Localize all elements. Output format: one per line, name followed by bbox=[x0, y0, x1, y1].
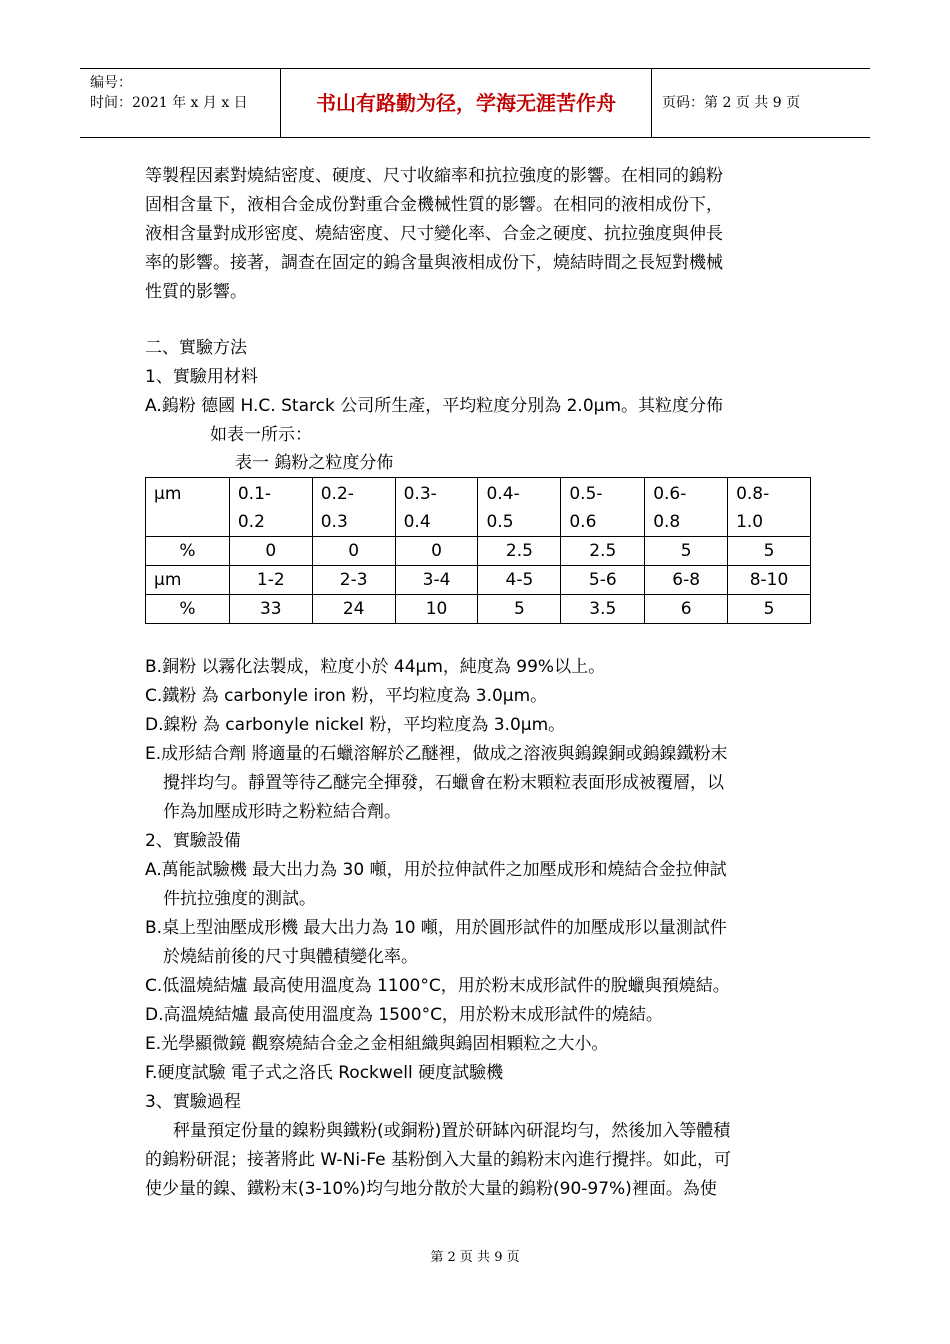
material-c: C.鐵粉 為 carbonyle iron 粉，平均粒度為 3.0μm。 bbox=[145, 686, 548, 706]
table-row bbox=[146, 566, 811, 595]
table-caption: 表一 鎢粉之粒度分佈 bbox=[235, 453, 394, 473]
subsection-title-materials: 1、實驗用材料 bbox=[145, 367, 258, 387]
table-cell: 6-8 bbox=[645, 566, 728, 595]
material-a-line-1: A.鎢粉 德國 H.C. Starck 公司所生產，平均粒度分別為 2.0μm。其粒度分佈 bbox=[145, 396, 724, 416]
particle-size-table bbox=[145, 477, 811, 624]
material-d: D.鎳粉 為 carbonyle nickel 粉，平均粒度為 3.0μm。 bbox=[145, 715, 566, 735]
table-cell: 0.1- 0.2 bbox=[229, 478, 312, 537]
equipment-a-line-1: A.萬能試驗機 最大出力為 30 噸，用於拉伸試件之加壓成形和燒結合金拉伸試 bbox=[145, 860, 727, 880]
table-cell: 10 bbox=[395, 595, 478, 624]
table-cell: 3.5 bbox=[561, 595, 645, 624]
equipment-e: E.光學顯微鏡 觀察燒結合金之金相組織與鎢固相顆粒之大小。 bbox=[145, 1034, 609, 1054]
table-cell: μm bbox=[146, 566, 230, 595]
intro-line-4: 率的影響。接著，調查在固定的鎢含量與液相成份下，燒結時間之長短對機械 bbox=[145, 253, 723, 273]
table-cell: 0.4- 0.5 bbox=[478, 478, 561, 537]
header-meta bbox=[80, 69, 281, 137]
table-cell: 2.5 bbox=[561, 537, 645, 566]
subsection-title-process: 3、實驗過程 bbox=[145, 1092, 241, 1112]
header-motto: 书山有路勤为径，学海无涯苦作舟 bbox=[281, 69, 652, 137]
process-line-1: 秤量預定份量的鎳粉與鐵粉(或銅粉)置於研缽內研混均勻，然後加入等體積 bbox=[173, 1121, 731, 1141]
table-cell: 24 bbox=[312, 595, 395, 624]
table-cell: 33 bbox=[229, 595, 312, 624]
table-cell: 0.3- 0.4 bbox=[395, 478, 478, 537]
header-time: 时间：2021 年 x 月 x 日 bbox=[90, 95, 248, 111]
table-cell: μm bbox=[146, 478, 230, 537]
intro-line-2: 固相含量下，液相合金成份對重合金機械性質的影響。在相同的液相成份下， bbox=[145, 195, 723, 215]
process-line-3: 使少量的鎳、鐵粉末(3-10%)均勻地分散於大量的鎢粉(90-97%)裡面。為使 bbox=[145, 1179, 717, 1199]
table-cell: 0.8- 1.0 bbox=[728, 478, 811, 537]
table-cell: 0.5- 0.6 bbox=[561, 478, 645, 537]
process-line-2: 的鎢粉研混；接著將此 W-Ni-Fe 基粉倒入大量的鎢粉末內進行攪拌。如此，可 bbox=[145, 1150, 731, 1170]
header-page-number: 页码：第 2 页 共 9 页 bbox=[662, 95, 801, 111]
table-cell: 0.2- 0.3 bbox=[312, 478, 395, 537]
table-cell: 6 bbox=[645, 595, 728, 624]
material-a-line-2: 如表一所示： bbox=[210, 425, 312, 445]
equipment-f: F.硬度試驗 電子式之洛氏 Rockwell 硬度試驗機 bbox=[145, 1063, 504, 1083]
table-cell: 2-3 bbox=[312, 566, 395, 595]
intro-line-5: 性質的影響。 bbox=[145, 282, 247, 302]
material-e-line-1: E.成形結合劑 將適量的石蠟溶解於乙醚裡，做成之溶液與鎢鎳銅或鎢鎳鐵粉末 bbox=[145, 744, 728, 764]
table-row bbox=[146, 537, 811, 566]
table-cell: 0 bbox=[312, 537, 395, 566]
table-row bbox=[146, 595, 811, 624]
table-row bbox=[146, 478, 811, 537]
table-cell: 0.6- 0.8 bbox=[645, 478, 728, 537]
table-cell: % bbox=[146, 595, 230, 624]
table-cell: 1-2 bbox=[229, 566, 312, 595]
table-cell: 5 bbox=[728, 537, 811, 566]
equipment-b-line-2: 於燒結前後的尺寸與體積變化率。 bbox=[163, 947, 418, 967]
table-cell: % bbox=[146, 537, 230, 566]
equipment-a-line-2: 件抗拉強度的測試。 bbox=[163, 889, 316, 909]
page-footer: 第 2 页 共 9 页 bbox=[430, 1250, 520, 1265]
equipment-c: C.低溫燒結爐 最高使用溫度為 1100°C，用於粉末成形試件的脫蠟與預燒結。 bbox=[145, 976, 730, 996]
table-cell: 2.5 bbox=[478, 537, 561, 566]
table-cell: 5 bbox=[478, 595, 561, 624]
table-cell: 5 bbox=[645, 537, 728, 566]
material-e-line-2: 攪拌均勻。靜置等待乙醚完全揮發，石蠟會在粉末顆粒表面形成被覆層，以 bbox=[163, 773, 724, 793]
material-b: B.銅粉 以霧化法製成，粒度小於 44μm，純度為 99%以上。 bbox=[145, 657, 606, 677]
table-cell: 5 bbox=[728, 595, 811, 624]
header-number: 编号： bbox=[90, 75, 132, 91]
table-cell: 0 bbox=[395, 537, 478, 566]
equipment-d: D.高溫燒結爐 最高使用溫度為 1500°C，用於粉末成形試件的燒結。 bbox=[145, 1005, 663, 1025]
table-cell: 3-4 bbox=[395, 566, 478, 595]
table-cell: 5-6 bbox=[561, 566, 645, 595]
section-title: 二、實驗方法 bbox=[145, 338, 247, 358]
intro-line-3: 液相含量對成形密度、燒結密度、尺寸變化率、合金之硬度、抗拉強度與伸長 bbox=[145, 224, 723, 244]
page-header bbox=[80, 68, 870, 138]
table-cell: 8-10 bbox=[728, 566, 811, 595]
material-e-line-3: 作為加壓成形時之粉粒結合劑。 bbox=[163, 802, 401, 822]
intro-line-1: 等製程因素對燒結密度、硬度、尺寸收縮率和抗拉強度的影響。在相同的鎢粉 bbox=[145, 166, 723, 186]
subsection-title-equipment: 2、實驗設備 bbox=[145, 831, 241, 851]
table-cell: 0 bbox=[229, 537, 312, 566]
table-cell: 4-5 bbox=[478, 566, 561, 595]
equipment-b-line-1: B.桌上型油壓成形機 最大出力為 10 噸，用於圓形試件的加壓成形以量測試件 bbox=[145, 918, 727, 938]
